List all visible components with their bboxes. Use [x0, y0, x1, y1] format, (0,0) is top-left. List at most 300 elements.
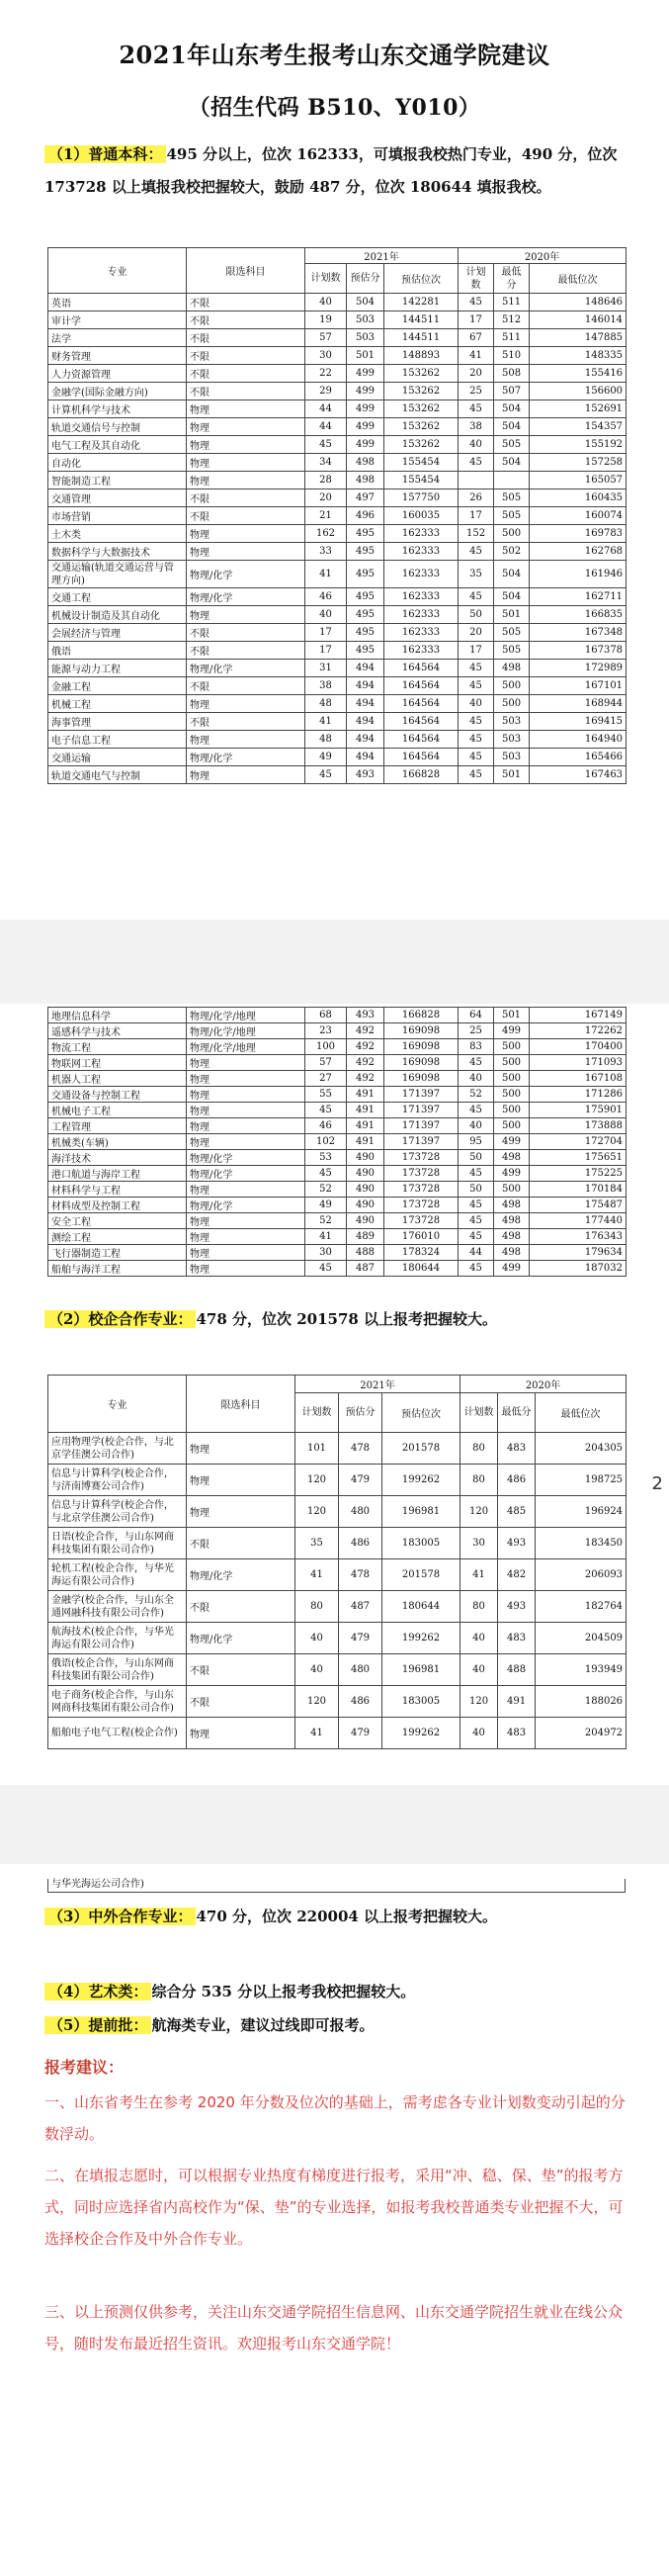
cell-subject: 不限 — [187, 1654, 295, 1686]
cell-est-score: 499 — [347, 383, 384, 400]
cell-min-score: 504 — [494, 561, 530, 588]
cell-min-score: 504 — [494, 400, 530, 418]
cell-est-rank: 180644 — [384, 1261, 459, 1277]
cell-plan-2021: 22 — [305, 365, 347, 383]
cell-subject: 不限 — [187, 624, 305, 642]
table-row — [48, 436, 627, 454]
cell-est-rank: 166828 — [384, 766, 459, 784]
cell-est-rank: 142281 — [384, 294, 459, 311]
cell-est-score: 495 — [347, 588, 384, 606]
cell-est-score: 495 — [347, 606, 384, 624]
cell-plan-2021: 101 — [295, 1433, 339, 1465]
cell-subject: 物理 — [187, 1087, 305, 1103]
header-2021: 2021年 — [295, 1376, 460, 1393]
header-subject: 限选科目 — [187, 1376, 295, 1433]
cell-min-rank: 179634 — [530, 1245, 627, 1261]
cell-est-rank: 164564 — [384, 660, 459, 677]
cell-min-rank: 160435 — [530, 489, 627, 507]
cell-major: 交通运输 — [48, 749, 187, 766]
cell-min-score: 500 — [494, 695, 530, 713]
cell-min-rank: 173888 — [530, 1118, 627, 1134]
table-row — [48, 365, 627, 383]
cell-min-rank: 172989 — [530, 660, 627, 677]
table-row — [48, 1087, 627, 1103]
cell-subject: 不限 — [187, 489, 305, 507]
cell-min-score: 500 — [494, 525, 530, 543]
header-est-rank: 预估位次 — [384, 264, 459, 294]
cell-plan-2020: 44 — [459, 1245, 494, 1261]
table-row — [48, 1150, 627, 1166]
cell-min-rank: 167101 — [530, 677, 627, 695]
cell-subject: 不限 — [187, 507, 305, 525]
cell-subject: 物理 — [187, 1496, 295, 1528]
cell-est-rank: 164564 — [384, 695, 459, 713]
cell-plan-2021: 41 — [305, 1229, 347, 1245]
table-row — [48, 383, 627, 400]
cell-plan-2020: 40 — [459, 1118, 494, 1134]
cell-plan-2021: 120 — [295, 1496, 339, 1528]
table-row — [48, 1134, 627, 1150]
cell-major: 信息与计算科学(校企合作，与济南博赛公司合作) — [48, 1465, 187, 1496]
cell-major: 财务管理 — [48, 347, 187, 365]
cell-major: 机械工程 — [48, 695, 187, 713]
cell-min-score: 504 — [494, 454, 530, 472]
cell-min-score: 498 — [494, 1229, 530, 1245]
cell-min-score: 499 — [494, 1023, 530, 1039]
cell-major: 机械类(车辆) — [48, 1134, 187, 1150]
cell-major: 轨道交通电气与控制 — [48, 766, 187, 784]
cell-min-score: 503 — [494, 731, 530, 749]
cell-min-rank: 165057 — [530, 472, 627, 489]
cell-plan-2021: 17 — [305, 642, 347, 660]
cell-est-rank: 178324 — [384, 1245, 459, 1261]
cell-major: 遥感科学与技术 — [48, 1023, 187, 1039]
cell-plan-2020: 40 — [459, 695, 494, 713]
cell-est-score: 503 — [347, 329, 384, 347]
cell-est-rank: 196981 — [382, 1654, 460, 1686]
cell-plan-2020: 50 — [459, 606, 494, 624]
cell-min-score: 485 — [498, 1496, 536, 1528]
cell-plan-2021: 120 — [295, 1465, 339, 1496]
section-label: （1）普通本科： — [44, 145, 166, 163]
cell-subject: 物理 — [187, 1134, 305, 1150]
cell-major: 机器人工程 — [48, 1071, 187, 1087]
cell-est-rank: 173728 — [384, 1166, 459, 1182]
cell-plan-2021: 19 — [305, 311, 347, 329]
cell-plan-2021: 30 — [305, 347, 347, 365]
cell-min-score: 508 — [494, 365, 530, 383]
cell-est-score: 494 — [347, 677, 384, 695]
cell-subject: 物理 — [187, 543, 305, 561]
table-row — [48, 1496, 627, 1528]
cell-est-score: 494 — [347, 660, 384, 677]
cell-plan-2021: 57 — [305, 1055, 347, 1071]
cell-est-score: 491 — [347, 1118, 384, 1134]
cell-est-score: 504 — [347, 294, 384, 311]
cell-plan-2021: 40 — [305, 294, 347, 311]
cell-min-rank: 172704 — [530, 1134, 627, 1150]
table-row — [48, 561, 627, 588]
cell-plan-2021: 45 — [305, 1166, 347, 1182]
table-row — [48, 1654, 627, 1686]
cell-min-score: 503 — [494, 749, 530, 766]
cell-subject: 不限 — [187, 347, 305, 365]
cell-plan-2020: 41 — [459, 347, 494, 365]
cell-min-score: 501 — [494, 606, 530, 624]
cell-min-score: 498 — [494, 1245, 530, 1261]
cell-plan-2021: 33 — [305, 543, 347, 561]
section-art — [44, 1976, 627, 2008]
cell-min-rank: 157258 — [530, 454, 627, 472]
cell-est-rank: 144511 — [384, 311, 459, 329]
cell-major: 航海技术(校企合作，与华光海运有限公司合作) — [48, 1623, 187, 1654]
cell-est-rank: 162333 — [384, 642, 459, 660]
cell-plan-2020: 45 — [459, 294, 494, 311]
cell-subject: 物理/化学 — [187, 1166, 305, 1182]
cell-est-score: 499 — [347, 418, 384, 436]
table-row — [48, 731, 627, 749]
cell-major: 金融工程 — [48, 677, 187, 695]
cell-min-rank: 160074 — [530, 507, 627, 525]
cell-major: 审计学 — [48, 311, 187, 329]
cell-plan-2020: 20 — [459, 365, 494, 383]
cell-subject: 物理 — [187, 418, 305, 436]
cell-min-rank: 175901 — [530, 1103, 627, 1118]
cell-min-rank: 148335 — [530, 347, 627, 365]
cell-est-score: 490 — [347, 1150, 384, 1166]
cell-est-score: 487 — [339, 1591, 382, 1623]
cell-min-score: 493 — [498, 1528, 536, 1559]
cell-plan-2021: 17 — [305, 624, 347, 642]
table-row — [48, 1528, 627, 1559]
cell-min-rank: 176343 — [530, 1229, 627, 1245]
cell-est-score: 478 — [339, 1559, 382, 1591]
cell-est-rank: 180644 — [382, 1591, 460, 1623]
cell-min-score: 510 — [494, 347, 530, 365]
cell-plan-2020: 152 — [459, 525, 494, 543]
table-row — [48, 1039, 627, 1055]
cell-min-rank: 167108 — [530, 1071, 627, 1087]
cell-subject: 物理 — [187, 436, 305, 454]
header-2021: 2021年 — [305, 248, 459, 264]
cell-major: 智能制造工程 — [48, 472, 187, 489]
cell-major: 英语 — [48, 294, 187, 311]
document-subtitle: （招生代码 B510、Y010） — [188, 95, 481, 121]
cell-plan-2020: 45 — [459, 1055, 494, 1071]
cell-subject: 不限 — [187, 365, 305, 383]
cell-subject: 物理 — [187, 1103, 305, 1118]
page-gap — [0, 920, 669, 1004]
table-row — [48, 1213, 627, 1229]
cell-est-score: 486 — [339, 1686, 382, 1718]
cell-major: 人力资源管理 — [48, 365, 187, 383]
cell-major: 飞行器制造工程 — [48, 1245, 187, 1261]
header-min-rank: 最低位次 — [536, 1393, 627, 1433]
table-row — [48, 1071, 627, 1087]
cell-subject: 物理 — [187, 1245, 305, 1261]
cell-est-rank: 160035 — [384, 507, 459, 525]
cell-est-rank: 164564 — [384, 677, 459, 695]
cell-plan-2021: 49 — [305, 1198, 347, 1213]
cell-plan-2020: 45 — [459, 731, 494, 749]
cell-plan-2021: 34 — [305, 454, 347, 472]
cell-major: 船舶电子电气工程(校企合作) — [48, 1718, 187, 1749]
cell-est-rank: 176010 — [384, 1229, 459, 1245]
cell-min-rank: 204972 — [536, 1718, 627, 1749]
cell-plan-2020: 25 — [459, 1023, 494, 1039]
cell-est-score: 490 — [347, 1198, 384, 1213]
cell-est-rank: 164564 — [384, 731, 459, 749]
cell-est-score: 490 — [347, 1213, 384, 1229]
cell-subject: 物理/化学 — [187, 561, 305, 588]
cell-subject: 物理/化学/地理 — [187, 1008, 305, 1023]
cell-est-rank: 162333 — [384, 561, 459, 588]
cell-subject: 物理/化学 — [187, 1150, 305, 1166]
cell-plan-2021: 23 — [305, 1023, 347, 1039]
cell-major: 俄语 — [48, 642, 187, 660]
cell-plan-2020: 25 — [459, 383, 494, 400]
cell-plan-2021: 57 — [305, 329, 347, 347]
cell-min-rank: 175487 — [530, 1198, 627, 1213]
cell-min-score: 499 — [494, 1134, 530, 1150]
cell-major: 电气工程及其自动化 — [48, 436, 187, 454]
cell-est-rank: 169098 — [384, 1023, 459, 1039]
cell-min-score: 498 — [494, 1150, 530, 1166]
cell-est-rank: 153262 — [384, 418, 459, 436]
cell-min-rank: 198725 — [536, 1465, 627, 1496]
cell-min-score: 500 — [494, 1039, 530, 1055]
cell-plan-2020: 45 — [459, 543, 494, 561]
cell-min-rank: 146014 — [530, 311, 627, 329]
cell-min-rank: 161946 — [530, 561, 627, 588]
cell-plan-2020: 41 — [460, 1559, 498, 1591]
cell-major: 金融学(国际金融方向) — [48, 383, 187, 400]
cell-est-score: 480 — [339, 1496, 382, 1528]
table-row — [48, 1229, 627, 1245]
page-gap — [0, 1785, 669, 1864]
cell-major: 计算机科学与技术 — [48, 400, 187, 418]
cell-est-score: 497 — [347, 489, 384, 507]
cell-plan-2021: 41 — [295, 1718, 339, 1749]
advice-title: 报考建议： — [44, 2058, 125, 2077]
cell-est-score: 498 — [347, 472, 384, 489]
cell-est-score: 492 — [347, 1071, 384, 1087]
cell-plan-2020: 26 — [459, 489, 494, 507]
cell-min-score: 483 — [498, 1623, 536, 1654]
advice-paragraph-1: 一、山东省考生在参考 2020 年分数及位次的基础上，需考虑各专业计划数变动引起的分数浮动。 — [44, 2093, 626, 2143]
cell-plan-2020: 45 — [459, 713, 494, 731]
cell-min-rank: 187032 — [530, 1261, 627, 1277]
cell-subject: 物理 — [187, 1718, 295, 1749]
cell-min-score: 500 — [494, 1182, 530, 1198]
cell-plan-2021: 100 — [305, 1039, 347, 1055]
cell-min-rank: 193949 — [536, 1654, 627, 1686]
table-row — [48, 294, 627, 311]
cell-est-rank: 199262 — [382, 1623, 460, 1654]
cell-min-rank: 175651 — [530, 1150, 627, 1166]
cell-plan-2021: 45 — [305, 1261, 347, 1277]
cell-subject: 不限 — [187, 1686, 295, 1718]
section-text: 495 分以上，位次 162333，可填报我校热门专业，490 分，位次 173728 以上填报我校把握较大，鼓励 487 分，位次 180644 填报我校。 — [44, 145, 618, 196]
table-school-enterprise — [47, 1375, 627, 1749]
cell-major: 材料成型及控制工程 — [48, 1198, 187, 1213]
cell-min-score: 511 — [494, 329, 530, 347]
cell-est-rank: 199262 — [382, 1718, 460, 1749]
cell-est-score: 492 — [347, 1055, 384, 1071]
cell-est-score: 494 — [347, 695, 384, 713]
cell-min-rank: 206093 — [536, 1559, 627, 1591]
cell-min-rank: 167463 — [530, 766, 627, 784]
cell-est-rank: 201578 — [382, 1433, 460, 1465]
table-row — [48, 1623, 627, 1654]
header-min: 最低分 — [498, 1393, 536, 1433]
cell-major: 海洋技术 — [48, 1150, 187, 1166]
table-row — [48, 311, 627, 329]
cell-min-rank: 183450 — [536, 1528, 627, 1559]
cell-est-rank: 166828 — [384, 1008, 459, 1023]
table-general-undergrad — [47, 247, 627, 784]
cell-min-rank: 170400 — [530, 1039, 627, 1055]
cell-subject: 物理 — [187, 766, 305, 784]
cell-est-rank: 153262 — [384, 400, 459, 418]
table-row — [48, 1198, 627, 1213]
cell-plan-2020: 20 — [459, 624, 494, 642]
table-row — [48, 749, 627, 766]
cell-plan-2020: 30 — [460, 1528, 498, 1559]
cell-min-rank: 196924 — [536, 1496, 627, 1528]
cell-major: 交通工程 — [48, 588, 187, 606]
cell-plan-2021: 102 — [305, 1134, 347, 1150]
cell-min-score: 500 — [494, 677, 530, 695]
cell-subject: 物理 — [187, 695, 305, 713]
cell-plan-2020 — [459, 472, 494, 489]
cell-est-score: 486 — [339, 1528, 382, 1559]
header-plan-2020: 计划数 — [460, 1393, 498, 1433]
cell-plan-2021: 35 — [295, 1528, 339, 1559]
cell-major: 土木类 — [48, 525, 187, 543]
cell-major: 会展经济与管理 — [48, 624, 187, 642]
cell-est-score: 493 — [347, 1008, 384, 1023]
cell-plan-2021: 53 — [305, 1150, 347, 1166]
advice-paragraph-3: 三、以上预测仅供参考，关注山东交通学院招生信息网、山东交通学院招生就业在线公众号，随时发布最近招生资讯。欢迎报考山东交通学院！ — [44, 2303, 624, 2353]
cell-major: 交通设备与控制工程 — [48, 1087, 187, 1103]
table-row — [48, 1103, 627, 1118]
table-row — [48, 660, 627, 677]
cell-min-score: 500 — [494, 1118, 530, 1134]
cell-est-score: 488 — [347, 1245, 384, 1261]
cell-subject: 不限 — [187, 642, 305, 660]
cell-plan-2020: 120 — [460, 1686, 498, 1718]
table-row — [48, 1433, 627, 1465]
cell-est-rank: 162333 — [384, 606, 459, 624]
cell-est-score: 492 — [347, 1039, 384, 1055]
cell-subject: 不限 — [187, 311, 305, 329]
cell-plan-2021: 44 — [305, 400, 347, 418]
cell-est-rank: 153262 — [384, 436, 459, 454]
cell-plan-2021: 80 — [295, 1591, 339, 1623]
section-sino-foreign — [44, 1901, 627, 1933]
table-row — [48, 347, 627, 365]
cell-major: 法学 — [48, 329, 187, 347]
cell-subject: 物理 — [187, 606, 305, 624]
header-est: 预估分 — [347, 264, 384, 294]
cell-plan-2020: 50 — [459, 1182, 494, 1198]
cell-subject: 不限 — [187, 294, 305, 311]
cell-plan-2020: 17 — [459, 642, 494, 660]
cell-plan-2021: 38 — [305, 677, 347, 695]
cell-major: 地理信息科学 — [48, 1008, 187, 1023]
cell-est-rank: 162333 — [384, 624, 459, 642]
header-plan-2020: 计划数 — [459, 264, 494, 294]
cell-est-rank: 157750 — [384, 489, 459, 507]
cell-plan-2020: 67 — [459, 329, 494, 347]
cell-subject: 不限 — [187, 1528, 295, 1559]
cell-est-score: 499 — [347, 400, 384, 418]
cell-min-rank: 182764 — [536, 1591, 627, 1623]
cell-min-rank: 167348 — [530, 624, 627, 642]
cell-plan-2021: 48 — [305, 731, 347, 749]
cell-min-score: 488 — [498, 1654, 536, 1686]
cell-est-score: 494 — [347, 713, 384, 731]
cell-plan-2021: 20 — [305, 489, 347, 507]
cell-subject: 物理 — [187, 1182, 305, 1198]
cell-subject: 不限 — [187, 713, 305, 731]
cell-est-rank: 199262 — [382, 1465, 460, 1496]
cell-est-score: 494 — [347, 731, 384, 749]
header-major: 专业 — [48, 248, 187, 294]
header-min-rank: 最低位次 — [530, 264, 627, 294]
table-row — [48, 472, 627, 489]
cell-min-score: 500 — [494, 1055, 530, 1071]
cell-plan-2020: 50 — [459, 1150, 494, 1166]
cell-min-rank: 169415 — [530, 713, 627, 731]
cell-est-score: 495 — [347, 561, 384, 588]
table-row — [48, 543, 627, 561]
table-row — [48, 507, 627, 525]
table-tail-row: 与华光海运公司合作) — [47, 1879, 626, 1893]
cell-min-rank: 188026 — [536, 1686, 627, 1718]
section-text: 478 分，位次 201578 以上报考把握较大。 — [196, 1310, 498, 1328]
cell-subject: 不限 — [187, 677, 305, 695]
cell-major: 电子信息工程 — [48, 731, 187, 749]
cell-plan-2020: 40 — [459, 1071, 494, 1087]
cell-min-rank: 156600 — [530, 383, 627, 400]
cell-major: 工程管理 — [48, 1118, 187, 1134]
cell-min-score: 504 — [494, 418, 530, 436]
cell-plan-2020: 45 — [459, 1198, 494, 1213]
table-row — [48, 400, 627, 418]
cell-est-rank: 153262 — [384, 365, 459, 383]
cell-est-score: 490 — [347, 1182, 384, 1198]
cell-plan-2020: 95 — [459, 1134, 494, 1150]
cell-major: 应用物理学(校企合作，与北京学佳澳公司合作) — [48, 1433, 187, 1465]
cell-est-rank: 144511 — [384, 329, 459, 347]
cell-plan-2020: 45 — [459, 1103, 494, 1118]
cell-min-rank: 169783 — [530, 525, 627, 543]
cell-min-score: 501 — [494, 1008, 530, 1023]
cell-subject: 物理/化学 — [187, 1198, 305, 1213]
cell-min-score: 501 — [494, 766, 530, 784]
table-row — [48, 606, 627, 624]
cell-plan-2021: 40 — [305, 606, 347, 624]
cell-major: 物流工程 — [48, 1039, 187, 1055]
cell-min-rank: 152691 — [530, 400, 627, 418]
cell-min-rank: 155416 — [530, 365, 627, 383]
table-body — [48, 1008, 627, 1277]
table-row — [48, 1008, 627, 1023]
header-2020: 2020年 — [460, 1376, 627, 1393]
cell-plan-2021: 28 — [305, 472, 347, 489]
